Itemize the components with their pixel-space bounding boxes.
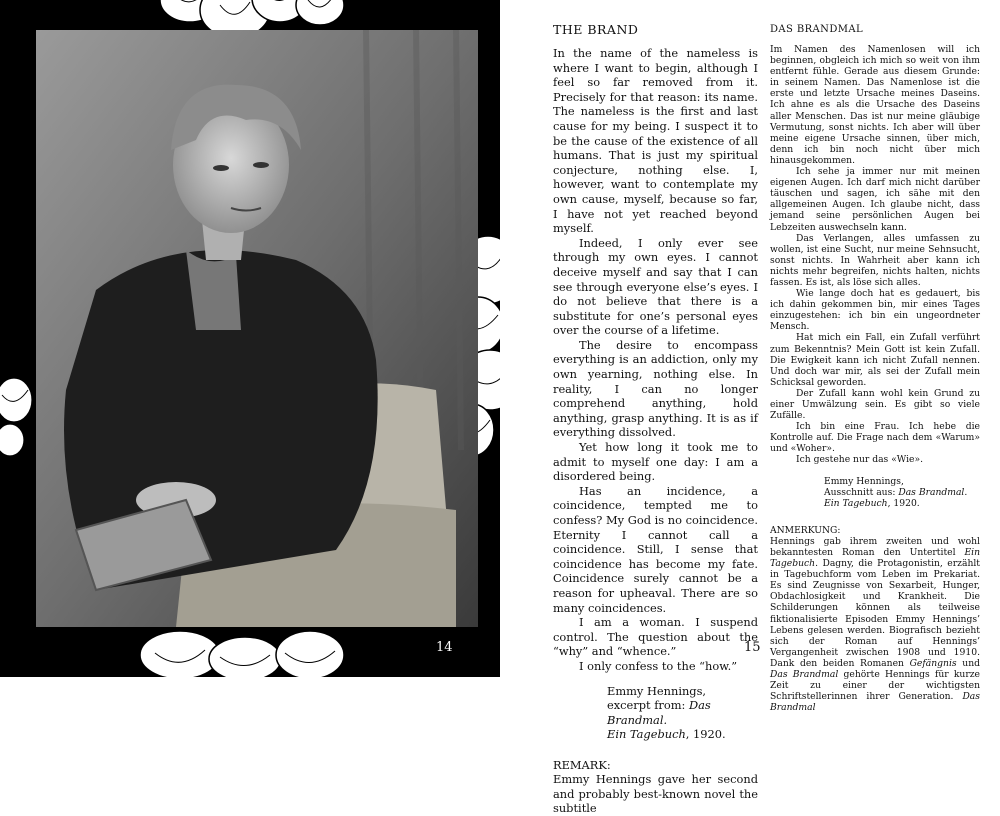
english-signature-title-a: Das Brandmal. (607, 698, 711, 727)
german-column (770, 24, 980, 713)
english-paragraph-7: I only confess to the “how.” (579, 658, 738, 673)
english-signature-name: Emmy Hennings, (607, 683, 707, 698)
german-paragraph-7: Ich bin eine Frau. Ich hebe die Kontrolle auf. Die Frage nach dem «Warum» und «Woher». (770, 421, 980, 455)
english-title: THE BRAND (553, 22, 639, 37)
german-signature-title-a: Das Brandmal. (898, 486, 968, 498)
german-paragraph-6: Der Zufall kann wohl kein Grund zu einer Umwälzung sein. Es gibt so viele Zufälle. (770, 387, 980, 422)
german-paragraph-4: Wie lange doch hat es gedauert, bis ich dahin gekommen bin, mir eines Tages einzugestehen: ich bin ein ungeordneter Mensch. (770, 288, 980, 333)
german-remark-italic-2: Gefängnis (909, 657, 957, 669)
left-page (0, 0, 500, 677)
german-remark-italic-3: Das Brandmal (770, 668, 839, 680)
german-paragraph-3: Das Verlangen, alles umfassen zu wollen, ist eine Sucht, nur meine Sehnsucht, sonst nichts. In Wahrheit aber kann ich nichts mehr begreifen, nichts halten, nichts fassen. Es ist, als löse sich alles. (770, 232, 980, 288)
german-remark-text (770, 536, 980, 714)
english-paragraph-6: I am a woman. I suspend control. The question about the “why” and “whence.” (553, 615, 758, 659)
english-paragraph-2: Indeed, I only ever see through my own eyes. I cannot deceive myself and say that I can see through everyone else’s eyes. I do not believe that there is a substitute for one’s personal eyes over the course of a lifetime. (553, 235, 758, 338)
german-remark-part-1: Hennings gab ihrem zweiten und wohl bekanntesten Roman den Untertitel (770, 535, 980, 558)
flower-bottom-illustration (120, 625, 380, 677)
right-page (500, 0, 1000, 816)
flower-left-illustration (0, 370, 40, 460)
german-remark-italic-1: Ein Tagebuch (770, 546, 980, 570)
german-signature-year: , 1920. (887, 497, 920, 509)
german-title: DAS BRANDMAL (770, 24, 864, 35)
english-remark-text: Emmy Hennings gave her second and probably best-known novel the subtitle (553, 771, 758, 816)
english-signature-prefix: excerpt from: (607, 698, 689, 713)
english-paragraph-5: Has an incidence, a coincidence, tempted me to confess? My God is no coincidence. Eternity I cannot call a coincidence. Still, I sense that coincidence has become my fate. Coincidence surely cannot be a reason for upheaval. There are so many coincidences. (553, 483, 758, 615)
german-signature-title-b: Ein Tagebuch (824, 497, 888, 509)
german-remark-italic-4: Das Brandmal (770, 691, 980, 714)
page-number-left: 14 (436, 640, 453, 655)
german-remark-part-4: gehörte Hennings für kurze Zeit zu einer der wichtigsten Schriftstellerinnen ihrer Generation. (770, 668, 980, 703)
english-signature-title-b: Ein Tagebuch (607, 727, 686, 742)
german-signature-source (824, 487, 980, 509)
german-signature-name: Emmy Hennings, (824, 475, 904, 487)
german-signature-prefix: Ausschnitt aus: (824, 486, 899, 498)
german-remark-part-3: und (956, 657, 980, 669)
german-signature (770, 476, 980, 509)
english-signature-source (607, 698, 758, 742)
english-paragraph-1: In the name of the nameless is where I want to begin, although I feel so far removed from it. Precisely for that reason: its name. The nameless is the first and last cause for my being. I suspect it to be the cause of the existence of all humans. That is just my spiritual conjecture, nothing else. I, however, want to contemplate my own cause, myself, because so far, I have not yet reached beyond myself. (553, 46, 758, 236)
portrait-illustration (36, 30, 478, 627)
english-paragraph-4: Yet how long it took me to admit to myself one day: I am a disordered being. (553, 440, 758, 484)
english-paragraph-3: The desire to encompass everything is an addiction, only my own yearning, nothing else. In reality, I can no longer comprehend anything, hold anything, grasp anything. It is as if everything dissolved. (553, 337, 758, 440)
german-paragraph-1: Im Namen des Namenlosen will ich beginnen, obgleich ich mich so weit von ihm entfernt fühle. Gerade aus diesem Grunde: in seinem Namen. Das Namenlose ist die erste und letzte Ursache meines Daseins. Ich ahne es als die Ursache des Daseins aller Menschen. Das ist nur meine gläubige Vermutung, sonst nichts. Ich aber will über meine eigene Ursache sinnen, über mich, denn ich bin noch nicht über mich hinausgekommen. (770, 44, 980, 166)
german-remark-title: ANMERKUNG: (770, 524, 841, 536)
portrait-photo (36, 30, 478, 627)
german-remark-part-2: . Dagny, die Protagonistin, erzählt in Tagebuchform vom Leben im Prekariat. Es sind Zeugnisse von Sexarbeit, Hunger, Obdachlosigkeit und Krankheit. Die Schilderungen können als teilweise fiktionalisierte Episoden Emmy Hennings’ Lebens gelesen werden. Biografisch bezieht sich der Roman auf Hennings’ Vergangenheit zwischen 1908 und 1910. Dank den beiden Romanen (770, 558, 980, 669)
english-column (553, 22, 758, 816)
german-paragraph-8: Ich gestehe nur das «Wie». (796, 454, 924, 466)
page-number-right: 15 (744, 640, 761, 655)
english-signature (553, 684, 758, 742)
english-signature-year: , 1920. (685, 727, 726, 742)
german-paragraph-2: Ich sehe ja immer nur mit meinen eigenen Augen. Ich darf mich nicht darüber täuschen und sagen, ich sähe mit den allgemeinen Augen. Ich glaube nicht, dass jemand seine persönlichen Augen bei Lebzeiten auswechseln kann. (770, 166, 980, 233)
german-paragraph-5: Hat mich ein Fall, ein Zufall verführt zum Bekenntnis? Mein Gott ist kein Zufall. Die Ewigkeit kann ich nicht Zufall nennen. Und doch war mir, als sei der Zufall mein Schicksal geworden. (770, 332, 980, 388)
english-remark-title: REMARK: (553, 757, 611, 772)
